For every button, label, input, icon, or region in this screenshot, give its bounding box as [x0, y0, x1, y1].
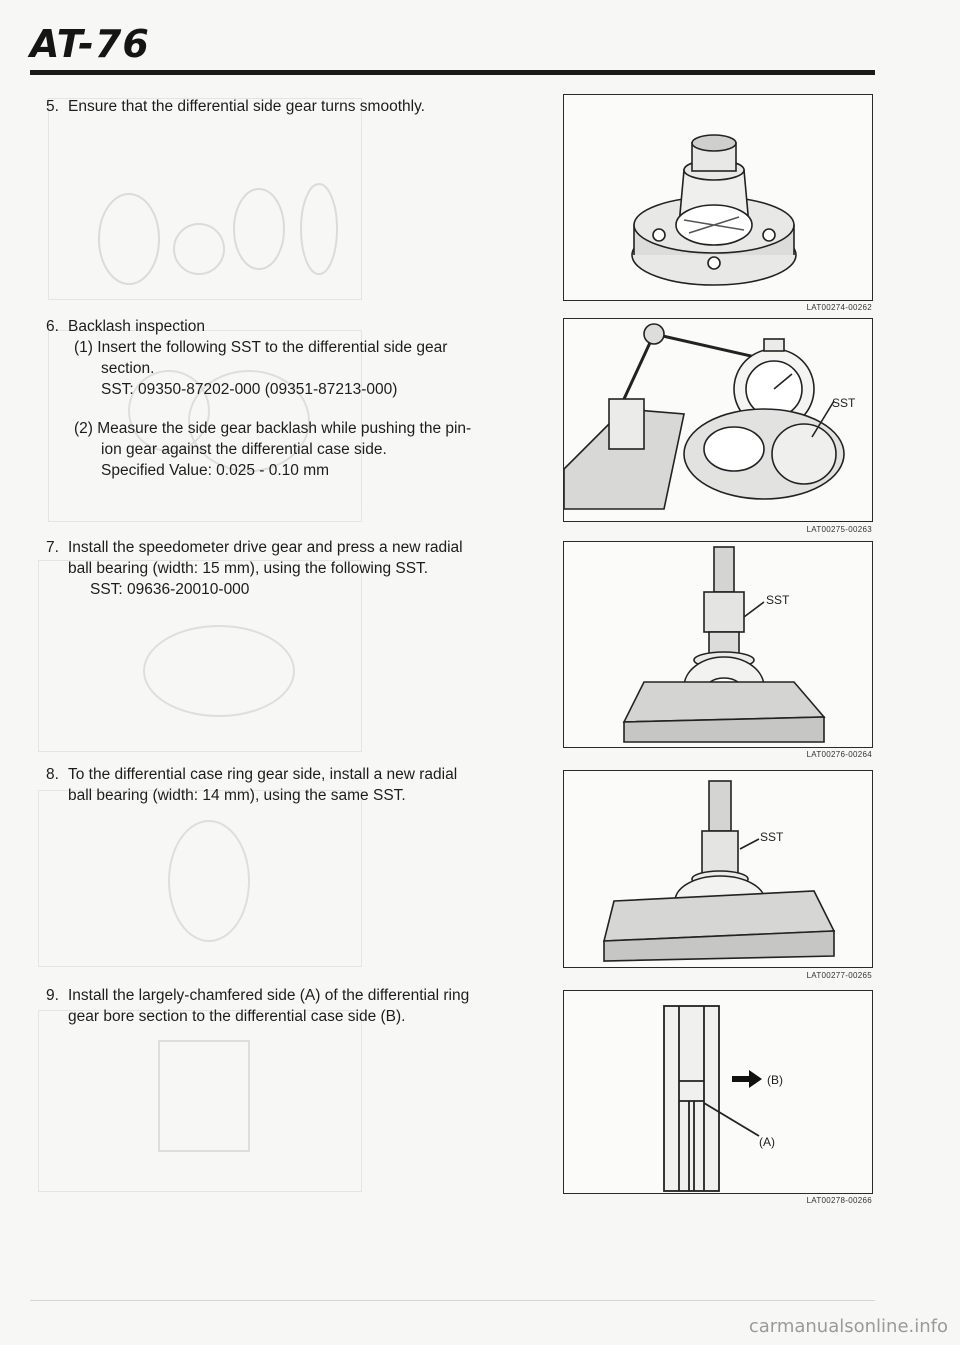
- step-number: 8.: [46, 766, 59, 783]
- sst-label: SST: [766, 593, 790, 607]
- step-number: 9.: [46, 987, 59, 1004]
- step-number: 6.: [46, 318, 59, 335]
- step-number: 5.: [46, 98, 59, 115]
- page-title: AT-76: [30, 22, 150, 66]
- step-text: To the differential case ring gear side, install a new radial: [68, 766, 458, 783]
- figure-press-bearing-14mm: [563, 770, 873, 968]
- ghost-figure-4: [38, 790, 362, 967]
- step-8: [46, 764, 546, 806]
- substep-2: [46, 418, 536, 481]
- step-text: Backlash inspection: [68, 318, 205, 335]
- label-b: (B): [767, 1073, 783, 1087]
- substep-text-cont: section.: [101, 360, 155, 377]
- step-6: [46, 316, 536, 481]
- substep-number: (1): [74, 339, 93, 356]
- step-7: [46, 537, 546, 600]
- ghost-figure-5: [38, 1010, 362, 1192]
- header-rule: [30, 70, 875, 75]
- sst-label: SST: [760, 830, 784, 844]
- step-text-cont: ball bearing (width: 15 mm), using the following SST.: [68, 560, 429, 577]
- step-5: [46, 96, 425, 117]
- substep-1: [46, 337, 536, 400]
- label-a: (A): [759, 1135, 775, 1149]
- sst-number: SST: 09350-87202-000 (09351-87213-000): [101, 381, 398, 398]
- watermark: carmanualsonline.info: [748, 1316, 948, 1337]
- specified-value: Specified Value: 0.025 - 0.10 mm: [101, 462, 330, 479]
- footer-rule: [30, 1300, 875, 1301]
- figure-id: LAT00276-00264: [806, 750, 872, 759]
- figure-differential-case: [563, 94, 873, 301]
- sst-number: SST: 09636-20010-000: [90, 581, 250, 598]
- substep-number: (2): [74, 420, 93, 437]
- substep-text-cont: ion gear against the differential case side.: [101, 441, 387, 458]
- figure-chamfer-section: [563, 990, 873, 1194]
- figure-id: LAT00277-00265: [806, 971, 872, 980]
- step-text-cont: ball bearing (width: 14 mm), using the same SST.: [68, 787, 406, 804]
- figure-backlash-gauge: [563, 318, 873, 522]
- step-text: Install the speedometer drive gear and press a new radial: [68, 539, 463, 556]
- step-number: 7.: [46, 539, 59, 556]
- step-text-cont: gear bore section to the differential case side (B).: [68, 1008, 406, 1025]
- step-text: Install the largely-chamfered side (A) of the differential ring: [68, 987, 470, 1004]
- arrow-icon: [732, 1070, 762, 1088]
- substep-text: Insert the following SST to the differential side gear: [97, 339, 448, 356]
- step-text: Ensure that the differential side gear turns smoothly.: [68, 98, 425, 115]
- ghost-figure-1: [48, 98, 362, 300]
- step-9: [46, 985, 546, 1027]
- figure-id: LAT00275-00263: [806, 525, 872, 534]
- figure-id: LAT00274-00262: [806, 303, 872, 312]
- substep-text: Measure the side gear backlash while pushing the pin-: [97, 420, 472, 437]
- figure-press-bearing-15mm: [563, 541, 873, 748]
- sst-label: SST: [832, 396, 856, 410]
- figure-id: LAT00278-00266: [806, 1196, 872, 1205]
